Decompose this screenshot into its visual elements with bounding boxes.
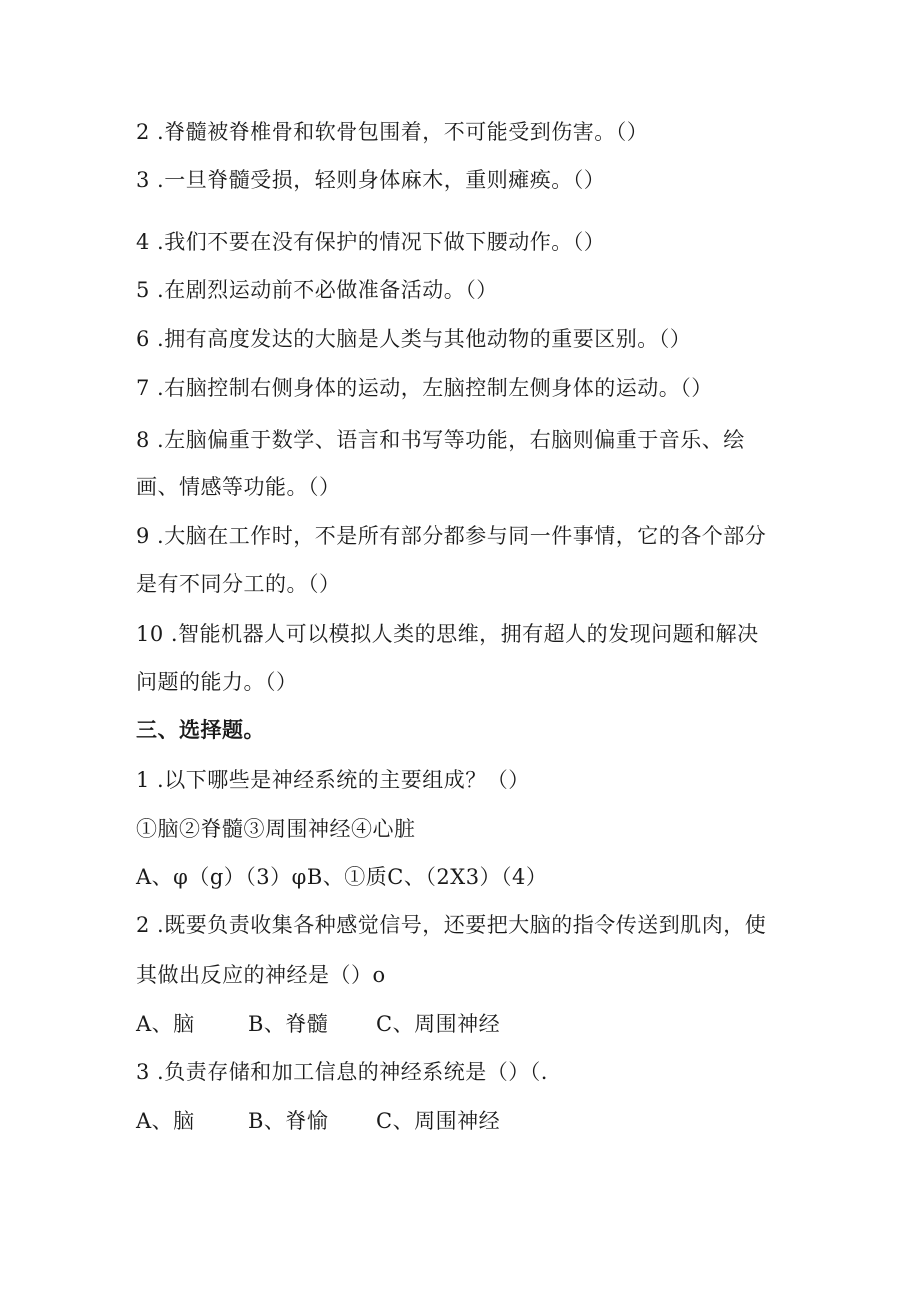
tf-question-9-line-1: 9 .大脑在工作时，不是所有部分都参与同一件事情，它的各个部分 [136, 524, 767, 548]
mc-question-2-options [136, 1010, 500, 1038]
mc-question-1: 1 .以下哪些是神经系统的主要组成？（） [136, 768, 530, 792]
option-a: A、脑 [136, 1109, 195, 1133]
mc-question-2-line-2: 其做出反应的神经是（）o [136, 963, 386, 987]
tf-question-6: 6 .拥有高度发达的大脑是人类与其他动物的重要区别。（） [136, 327, 692, 351]
tf-question-9-line-2: 是有不同分工的。（） [136, 572, 341, 596]
tf-question-8-line-1: 8 .左脑偏重于数学、语言和书写等功能，右脑则偏重于音乐、绘 [136, 428, 745, 452]
mc-question-3: 3 .负责存储和加工信息的神经系统是（）（. [136, 1060, 548, 1084]
option-a: A、脑 [136, 1012, 195, 1036]
tf-question-10-line-1: 10 .智能机器人可以模拟人类的思维，拥有超人的发现问题和解决 [136, 622, 759, 646]
option-b: B、脊髓 [248, 1012, 329, 1036]
mc-question-1-items: ①脑②脊髓③周围神经④心脏 [136, 817, 416, 841]
mc-question-3-options [136, 1107, 500, 1135]
mc-question-1-options: A、φ（g）（3）φB、①质C、（2X3）（4） [136, 865, 548, 889]
option-b: B、脊愉 [248, 1109, 329, 1133]
tf-question-7: 7 .右脑控制右侧身体的运动，左脑控制左侧身体的运动。（） [136, 376, 713, 400]
section-heading-choice: 三、选择题。 [136, 718, 265, 742]
option-c: C、周围神经 [376, 1012, 501, 1036]
tf-question-4: 4 .我们不要在没有保护的情况下做下腰动作。（） [136, 230, 606, 254]
tf-question-2: 2 .脊髓被脊椎骨和软骨包围着，不可能受到伤害。（） [136, 120, 649, 144]
tf-question-10-line-2: 问题的能力。（） [136, 670, 298, 694]
tf-question-8-line-2: 画、情感等功能。（） [136, 475, 341, 499]
tf-question-3: 3 .一旦脊髓受损，轻则身体麻木，重则瘫痪。（） [136, 168, 606, 192]
mc-question-2-line-1: 2 .既要负责收集各种感觉信号，还要把大脑的指令传送到肌肉，使 [136, 913, 767, 937]
option-c: C、周围神经 [376, 1109, 501, 1133]
tf-question-5: 5 .在剧烈运动前不必做准备活动。（） [136, 278, 498, 302]
